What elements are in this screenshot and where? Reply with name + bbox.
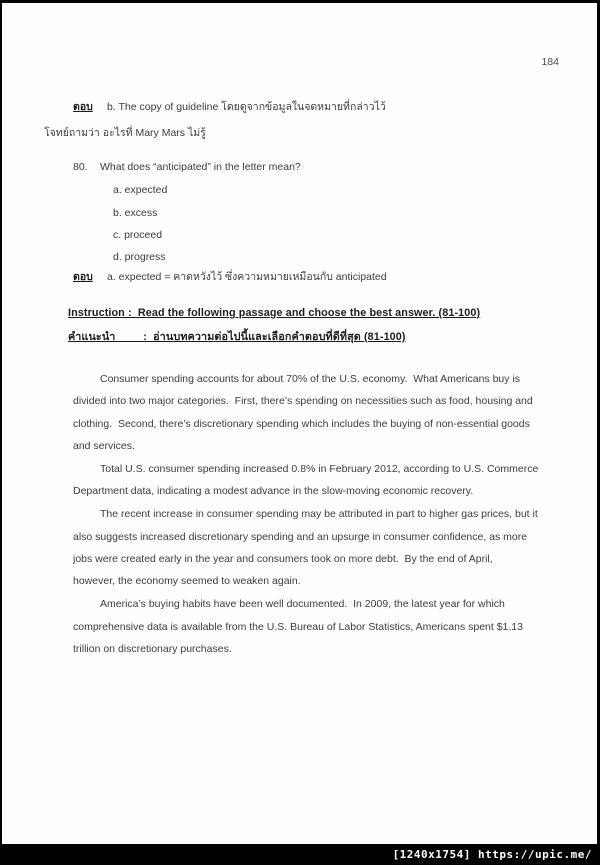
scan-footer-bar <box>0 844 600 865</box>
passage-line: and services. <box>73 440 135 452</box>
instruction-english: Instruction : Read the following passage and choose the best answer. (81-100) <box>68 307 481 319</box>
question-80-option-b: b. excess <box>113 207 158 219</box>
passage-line: Consumer spending accounts for about 70% of the U.S. economy. What Americans buy is <box>100 373 521 385</box>
passage-line: America’s buying habits have been well documented. In 2009, the latest year for which <box>100 598 505 610</box>
passage-line: divided into two major categories. First, there’s spending on necessities such as food, housing and <box>73 395 533 407</box>
passage-line: The recent increase in consumer spending may be attributed in part to higher gas prices, but it <box>100 508 538 520</box>
answer-79-label: ตอบ <box>73 101 93 113</box>
page-number: 184 <box>541 56 559 68</box>
scan-border-left <box>0 0 2 865</box>
passage-line: comprehensive data is available from the U.S. Bureau of Labor Statistics, Americans spent $1.13 <box>73 621 523 633</box>
question-80-number: 80. <box>73 161 88 173</box>
answer-79-note: โจทย์ถามว่า อะไรที่ Mary Mars ไม่รู้ <box>44 127 206 139</box>
question-80-option-c: c. proceed <box>113 229 163 241</box>
answer-79-text: b. The copy of guideline โดยดูจากข้อมูลในจดหมายที่กล่าวไว้ <box>107 101 386 113</box>
passage-line: jobs were created early in the year and consumers took on more debt. By the end of April, <box>73 553 493 565</box>
question-80-text: What does “anticipated” in the letter mean? <box>100 161 301 173</box>
passage-line: Department data, indicating a modest advance in the slow-moving economic recovery. <box>73 485 474 497</box>
image-host-watermark: [1240x1754] https://upic.me/ <box>392 848 592 861</box>
question-80-option-d: d. progress <box>113 251 166 263</box>
passage-line: clothing. Second, there’s discretionary spending which includes the buying of non-essential goods <box>73 418 530 430</box>
scan-border-top <box>0 0 600 3</box>
question-80-option-a: a. expected <box>113 184 168 196</box>
passage-line: also suggests increased discretionary spending and an upsurge in consumer confidence, as more <box>73 531 528 543</box>
passage-line: trillion on discretionary purchases. <box>73 643 232 655</box>
instruction-thai: คำแนะนำ : อ่านบทความต่อไปนี้และเลือกคำตอบที่ดีที่สุด (81-100) <box>68 331 406 343</box>
answer-80-label: ตอบ <box>73 271 93 283</box>
answer-80-text: a. expected = คาดหวังไว้ ซึ่งความหมายเหมือนกับ anticipated <box>107 271 387 283</box>
passage-line: Total U.S. consumer spending increased 0.8% in February 2012, according to U.S. Commerce <box>100 463 539 475</box>
passage-line: however, the economy seemed to weaken again. <box>73 575 301 587</box>
